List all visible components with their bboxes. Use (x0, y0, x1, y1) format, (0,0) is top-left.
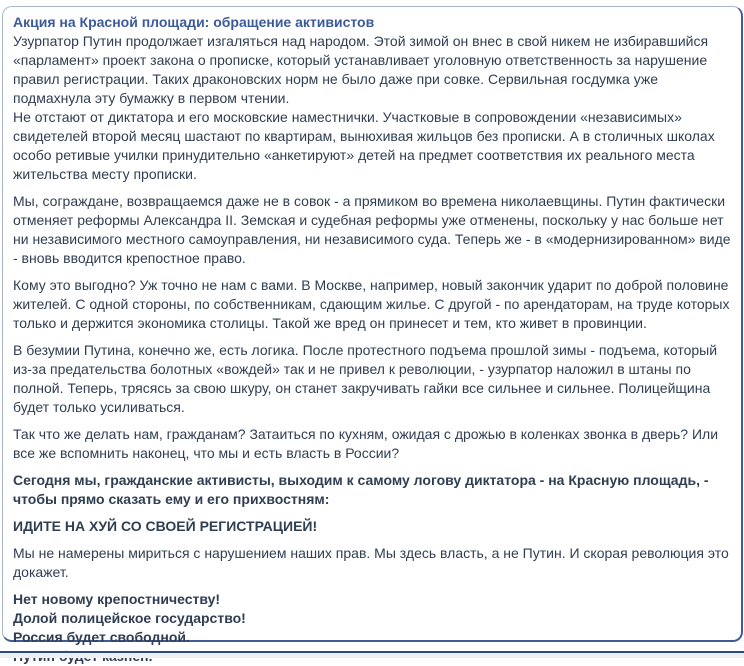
paragraph-8-shout: ИДИТЕ НА ХУЙ СО СВОЕЙ РЕГИСТРАЦИЕЙ! (13, 518, 318, 534)
paragraph-7-call-to-action: Сегодня мы, гражданские активисты, выходим к самому логову диктатора - на Красную площадь, - чтобы прямо сказать ему и его прихвостням: (13, 472, 709, 507)
paragraph-9: Мы не намерены мириться с нарушением наших прав. Мы здесь власть, а не Путин. И скорая революция это докажет. (13, 545, 729, 580)
slogan-line-3: Россия будет свободной. (13, 629, 190, 645)
post-container (2, 6, 743, 645)
slogan-line-2: Долой полицейское государство! (13, 610, 246, 626)
paragraph-3: Мы, сограждане, возвращаемся даже не в совок - а прямиком во времена николаевщины. Путин фактически отменяет реформы Александра II. Земская и судебная реформы уже отменены, поскольку у нас больше нет ни независимого местного самоуправления, ни независимого суда. Теперь же - в «модернизированном» виде - вновь вводится крепостное право. (13, 193, 731, 266)
paragraph-2: Не отстают от диктатора и его московские наместнички. Участковые в сопровождении «независимых» свидетелей второй месяц шастают по квартирам, вынюхивая жильцов без прописки. А в столичных школах особо ретивые училки принудительно «анкетируют» детей на предмет соответствия их реального места жительства месту прописки. (13, 109, 715, 182)
paragraph-6: Так что же делать нам, гражданам? Затаиться по кухням, ожидая с дрожью в коленках звонка в дверь? Или все же вспомнить наконец, что мы и есть власть в России? (13, 426, 719, 461)
paragraph-1: Узурпатор Путин продолжает изгаляться над народом. Этой зимой он внес в свой никем не избиравшийся «парламент» проект закона о прописке, который устанавливает уголовную ответственность за нарушение правил регистрации. Таких драконовских норм не было даже при совке. Сервильная госдумка уже подмахнула эту бумажку в первом чтении. (13, 33, 709, 106)
post-title: Акция на Красной площади: обращение активистов (13, 14, 375, 30)
below-divider-area (0, 653, 744, 658)
slogan-line-1: Нет новому крепостничеству! (13, 591, 221, 607)
paragraph-4: Кому это выгодно? Уж точно не нам с вами. В Москве, например, новый закончик ударит по доброй половине жителей. С одной стороны, по собственникам, сдающим жилье. С другой - по арендаторам, на труде которых только и держится экономика столицы. Такой же вред он принесет и тем, кто живет в провинции. (13, 277, 730, 331)
paragraph-5: В безумии Путина, конечно же, есть логика. После протестного подъема прошлой зимы - подъема, который из-за предательства болотных «вождей» так и не привел к революции, - узурпатор наложил в штаны по полной. Теперь, трясясь за свою шкуру, он станет закручивать гайки все сильнее и сильнее. Полицейщина будет только усиливаться. (13, 342, 718, 415)
